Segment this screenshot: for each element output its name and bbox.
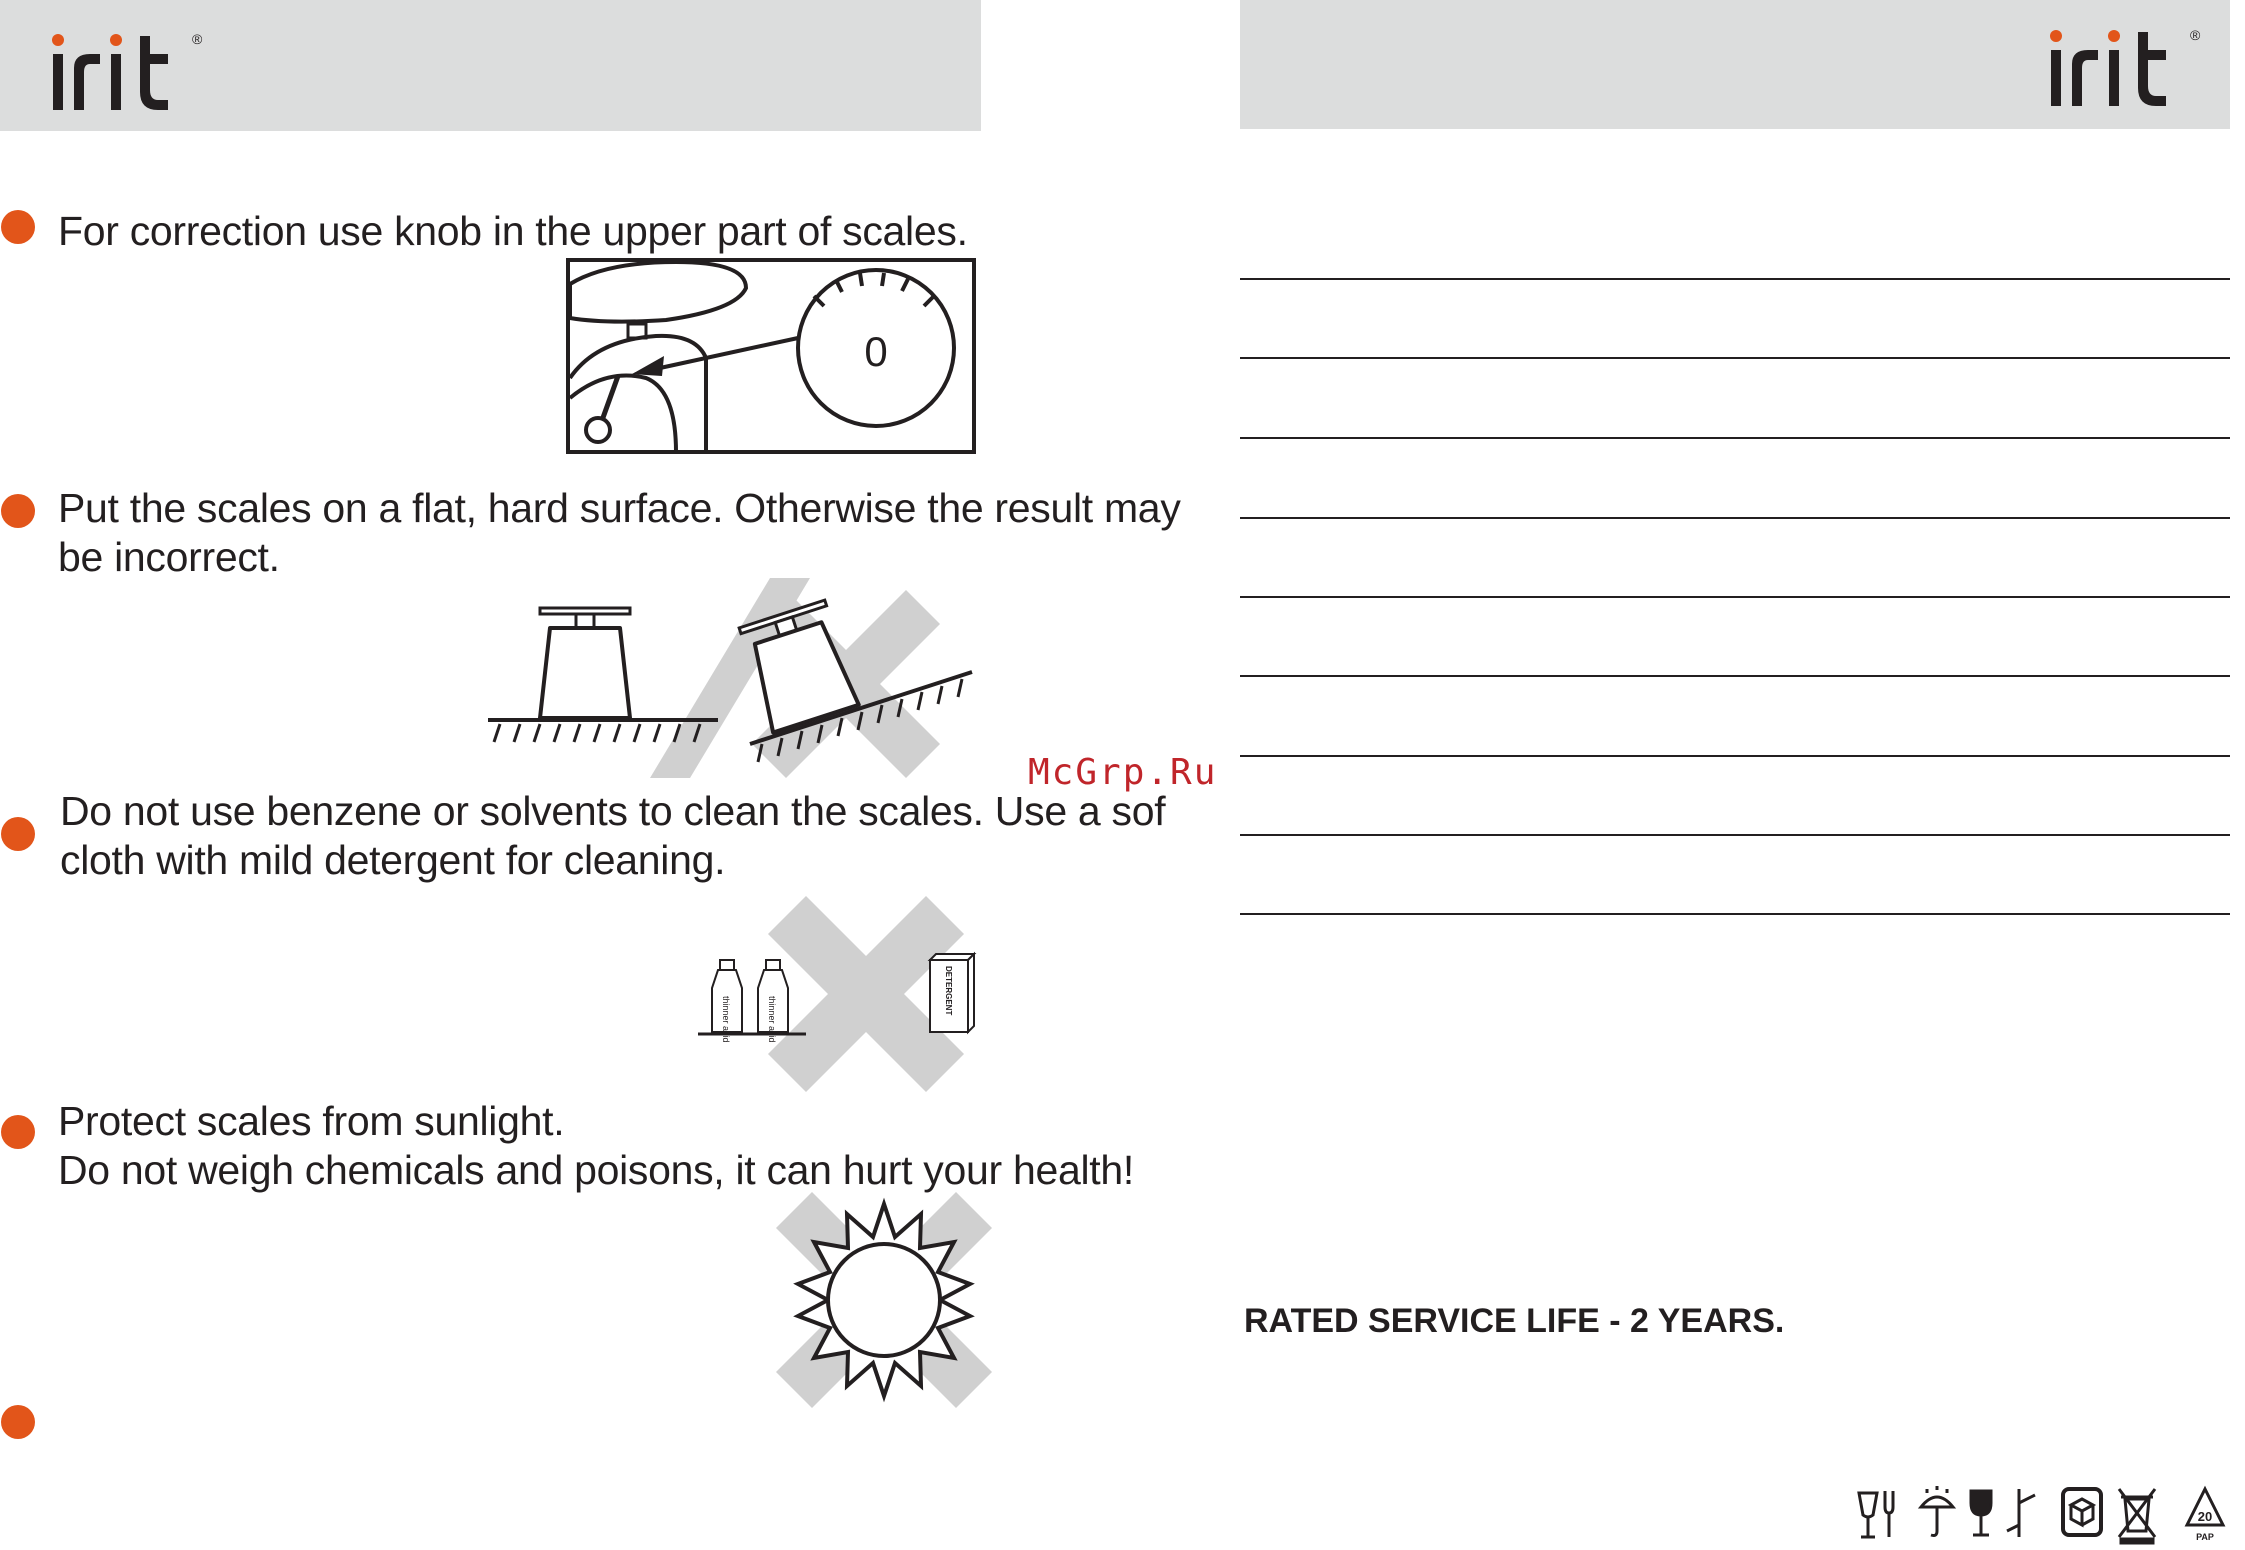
dial-zero-reading: 0 xyxy=(864,328,888,375)
ruled-line xyxy=(1240,517,2230,519)
sunlight-illustration xyxy=(774,1190,994,1410)
irit-logo-left xyxy=(50,28,210,118)
keep-dry-icon xyxy=(1921,1486,1953,1536)
ruled-line xyxy=(1240,675,2230,677)
bottle-label-1: thinner acid xyxy=(721,996,731,1043)
recycling-code: 20 xyxy=(2197,1509,2213,1524)
ruled-line xyxy=(1240,437,2230,439)
ruled-line xyxy=(1240,278,2230,280)
bullet-2 xyxy=(1,494,35,528)
bullet-5 xyxy=(1,1405,35,1439)
food-safe-icon xyxy=(1859,1491,1893,1537)
weee-bin-icon xyxy=(2119,1489,2155,1543)
irit-logo-right xyxy=(2048,24,2208,114)
temperature-icon xyxy=(2007,1489,2035,1537)
instruction-1-text: For correction use knob in the upper part of scales. xyxy=(58,208,968,254)
scale-knob-illustration xyxy=(566,258,976,454)
packaging-icons xyxy=(1855,1485,2235,1550)
detergent-box-label: DETERGENT xyxy=(944,966,953,1016)
ruled-line xyxy=(1240,596,2230,598)
ruled-line xyxy=(1240,357,2230,359)
bullet-3 xyxy=(1,817,35,851)
ruled-line xyxy=(1240,755,2230,757)
sun-icon xyxy=(828,1244,940,1356)
instruction-2-text: Put the scales on a flat, hard surface. Otherwise the result may be incorrect. xyxy=(58,485,1181,580)
instruction-4-text: Protect scales from sunlight. Do not weigh chemicals and poisons, it can hurt your health! xyxy=(58,1098,1134,1193)
flat-surface-illustration xyxy=(480,578,980,788)
cleaning-illustration xyxy=(696,896,986,1092)
recycling-material: PAP xyxy=(2196,1532,2214,1542)
bottle-label-2: thinner acid xyxy=(767,996,777,1043)
rated-service-life: RATED SERVICE LIFE - 2 YEARS. xyxy=(1244,1302,1785,1340)
ruled-line xyxy=(1240,913,2230,915)
fragile-icon xyxy=(1971,1491,1991,1535)
instruction-3-text: Do not use benzene or solvents to clean the scales. Use a sof cloth with mild detergent for cleaning. xyxy=(60,788,1166,883)
bullet-4 xyxy=(1,1115,35,1149)
handle-with-care-icon xyxy=(2063,1489,2101,1535)
watermark: McGrp.Ru xyxy=(1028,752,1218,793)
registered-mark-right: ® xyxy=(2190,27,2201,43)
bullet-1 xyxy=(1,210,35,244)
registered-mark-left: ® xyxy=(192,31,203,47)
ruled-line xyxy=(1240,834,2230,836)
